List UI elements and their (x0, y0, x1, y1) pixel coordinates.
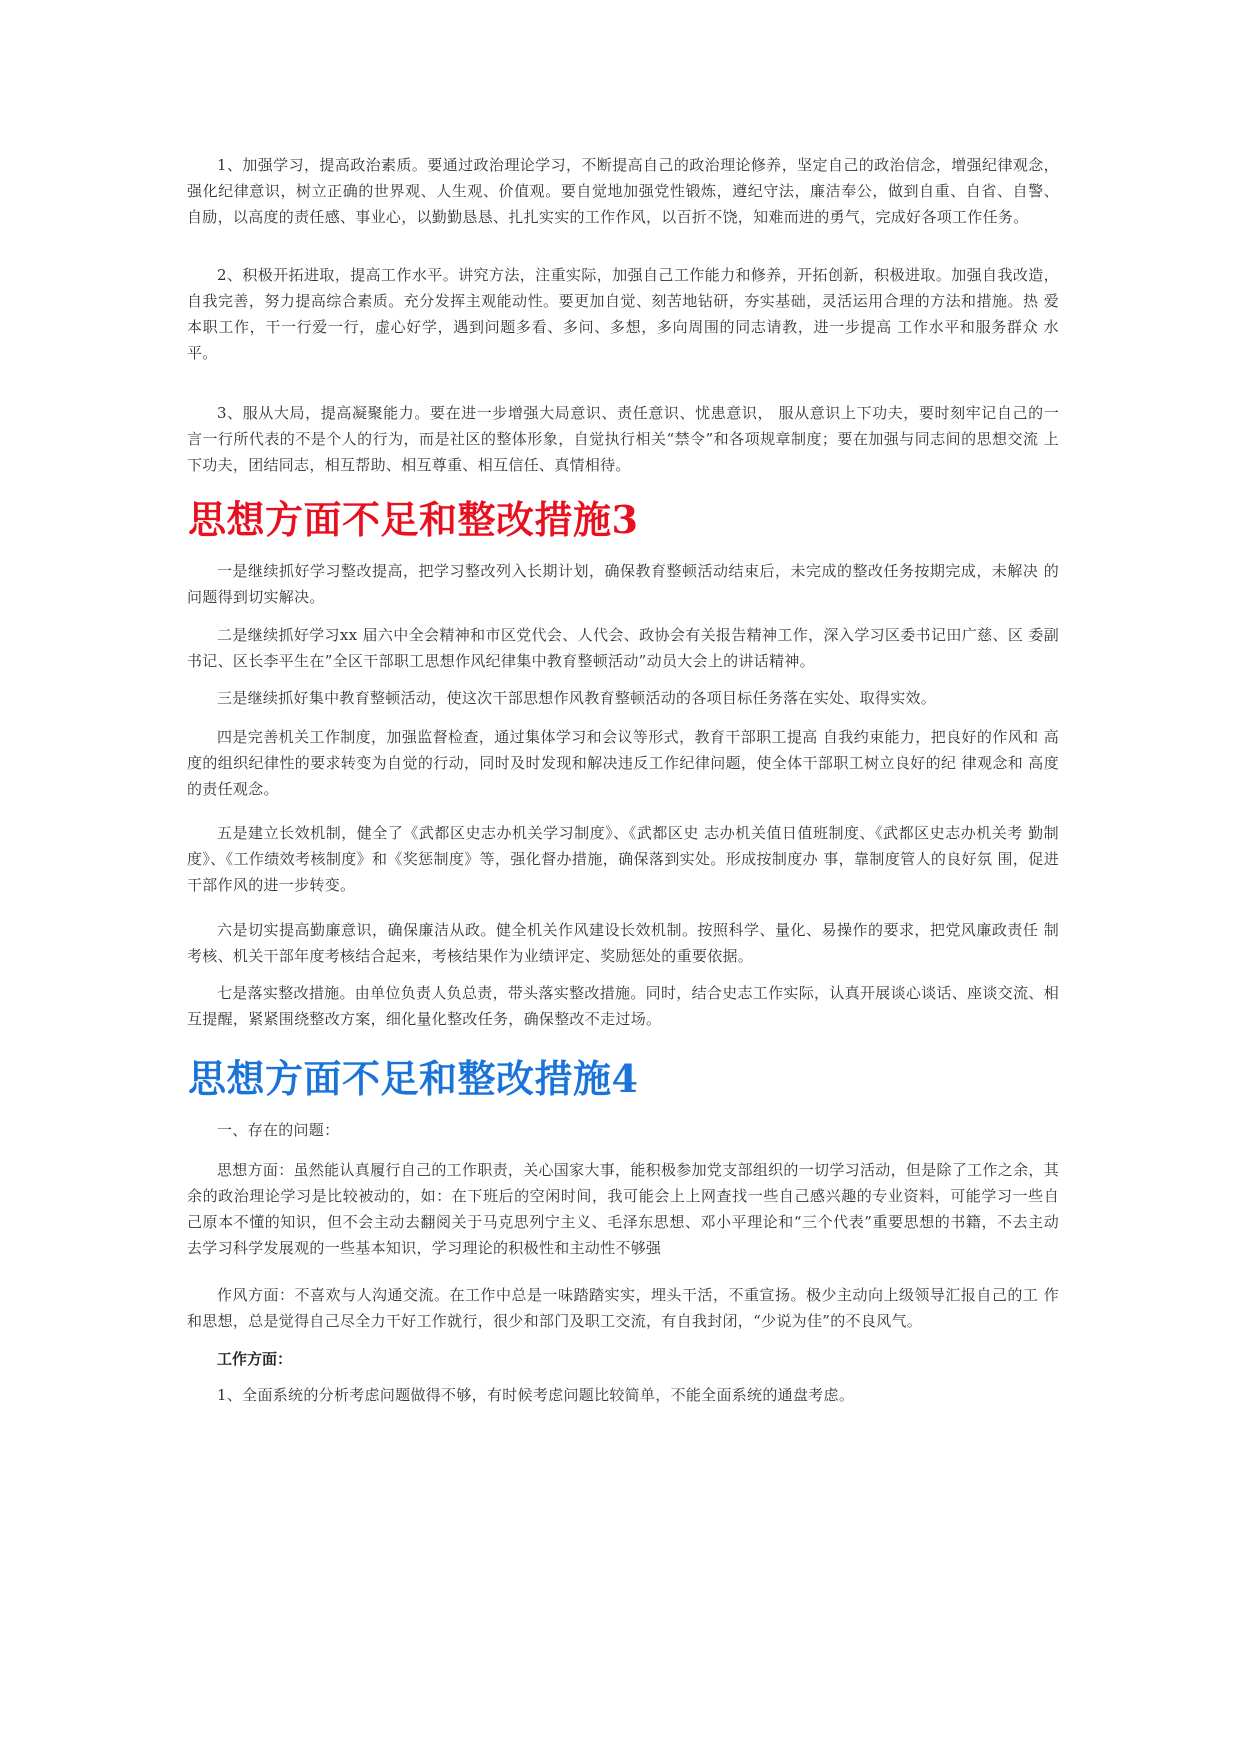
paragraph-s2-1: 1、加强学习，提高政治素质。要通过政治理论学习，不断提高自己的政治理论修养，坚定自己的政治信念，增强纪律观念， 强化纪律意识，树立正确的世界观、人生观、价值观。要自觉地加强党性锻炼，遵纪守法，廉洁奉公，做到自重、自省、自警、 自励，以高度的责任感、事业心，以勤勤恳恳、扎扎实实的工作作风，以百折不饶，知难而进的勇气，完成好各项工作任务。 (187, 156, 1059, 226)
paragraph-s3-4: 四是完善机关工作制度，加强监督检查，通过集体学习和会议等形式，教育干部职工提高 自我约束能力，把良好的作风和 高度的组织纪律性的要求转变为自觉的行动，同时及时发现和解决违反工作纪律问题，使全体干部职工树立良好的纪 律观念和 高度的责任观念。 (187, 728, 1059, 798)
paragraph-s4-2: 思想方面：虽然能认真履行自己的工作职责，关心国家大事，能积极参加党支部组织的一切学习活动，但是除了工作之余，其余的政治理论学习是比较被动的，如：在下班后的空闲时间，我可能会上上网查找一些自己感兴趣的专业资料，可能学习一些自己原本不懂的知识，但不会主动去翻阅关于马克思列宁主义、毛泽东思想、邓小平理论和“三个代表”重要思想的书籍，不去主动去学习科学发展观的一些基本知识，学习理论的积极性和主动性不够强 (187, 1161, 1059, 1257)
paragraph-s3-7: 七是落实整改措施。由单位负责人负总责，带头落实整改措施。同时，结合史志工作实际，认真开展谈心谈话、座谈交流、相互提醒，紧紧围绕整改方案，细化量化整改任务，确保整改不走过场。 (187, 984, 1059, 1028)
heading-section-4: 思想方面不足和整改措施4 (188, 1056, 639, 1101)
paragraph-s4-3: 作风方面：不喜欢与人沟通交流。在工作中总是一味踏踏实实，埋头干活，不重宣扬。极少主动向上级领导汇报自己的工 作和思想，总是觉得自己尽全力干好工作就行，很少和部门及职工交流，有自我封闭，“少说为佳”的不良风气。 (187, 1286, 1059, 1330)
heading-section-3: 思想方面不足和整改措施3 (188, 497, 639, 542)
paragraph-s3-3: 三是继续抓好集中教育整顿活动，使这次干部思想作风教育整顿活动的各项目标任务落在实处、取得实效。 (217, 689, 937, 707)
paragraph-s3-5: 五是建立长效机制，健全了《武都区史志办机关学习制度》、《武都区史 志办机关值日值班制度、《武都区史志办机关考 勤制度》、《工作绩效考核制度》和《奖惩制度》等，强化督办措施，确保落到实处。形成按制度办 事，靠制度管人的良好氛 围，促进干部作风的进一步转变。 (187, 824, 1059, 894)
work-item-1: 1、全面系统的分析考虑问题做得不够，有时候考虑问题比较简单，不能全面系统的通盘考虑。 (217, 1386, 855, 1404)
paragraph-s2-3: 3、服从大局，提高凝聚能力。要在进一步增强大局意识、责任意识、忧患意识， 服从意识上下功夫，要时刻牢记自己的一 言一行所代表的不是个人的行为，而是社区的整体形象，自觉执行相关“禁令”和各项规章制度；要在加强与同志间的思想交流 上下功夫，团结同志，相互帮助、相互尊重、相互信任、真情相待。 (187, 404, 1059, 474)
paragraph-s3-2: 二是继续抓好学习xx 届六中全会精神和市区党代会、人代会、政协会有关报告精神工作，深入学习区委书记田广慈、区 委副书记、区长李平生在”全区干部职工思想作风纪律集中教育整顿活动”动员大会上的讲话精神。 (187, 626, 1059, 670)
paragraph-s3-6: 六是切实提高勤廉意识，确保廉洁从政。健全机关作风建设长效机制。按照科学、量化、易操作的要求，把党风廉政责任 制考核、机关干部年度考核结合起来，考核结果作为业绩评定、奖励惩处的重要依据。 (187, 921, 1059, 965)
subheading-work: 工作方面： (217, 1350, 293, 1368)
paragraph-s2-2: 2、积极开拓进取，提高工作水平。讲究方法，注重实际，加强自己工作能力和修养，开拓创新，积极进取。加强自我改造， 自我完善，努力提高综合素质。充分发挥主观能动性。要更加自觉、刻苦地钻研，夯实基础，灵活运用合理的方法和措施。热 爱本职工作，干一行爱一行，虚心好学，遇到问题多看、多问、多想，多向周围的同志请教，进一步提高 工作水平和服务群众 水平。 (187, 266, 1059, 362)
paragraph-s4-1: 一、存在的问题： (217, 1121, 340, 1139)
paragraph-s3-1: 一是继续抓好学习整改提高，把学习整改列入长期计划，确保教育整顿活动结束后，未完成的整改任务按期完成，未解决 的问题得到切实解决。 (187, 562, 1059, 606)
